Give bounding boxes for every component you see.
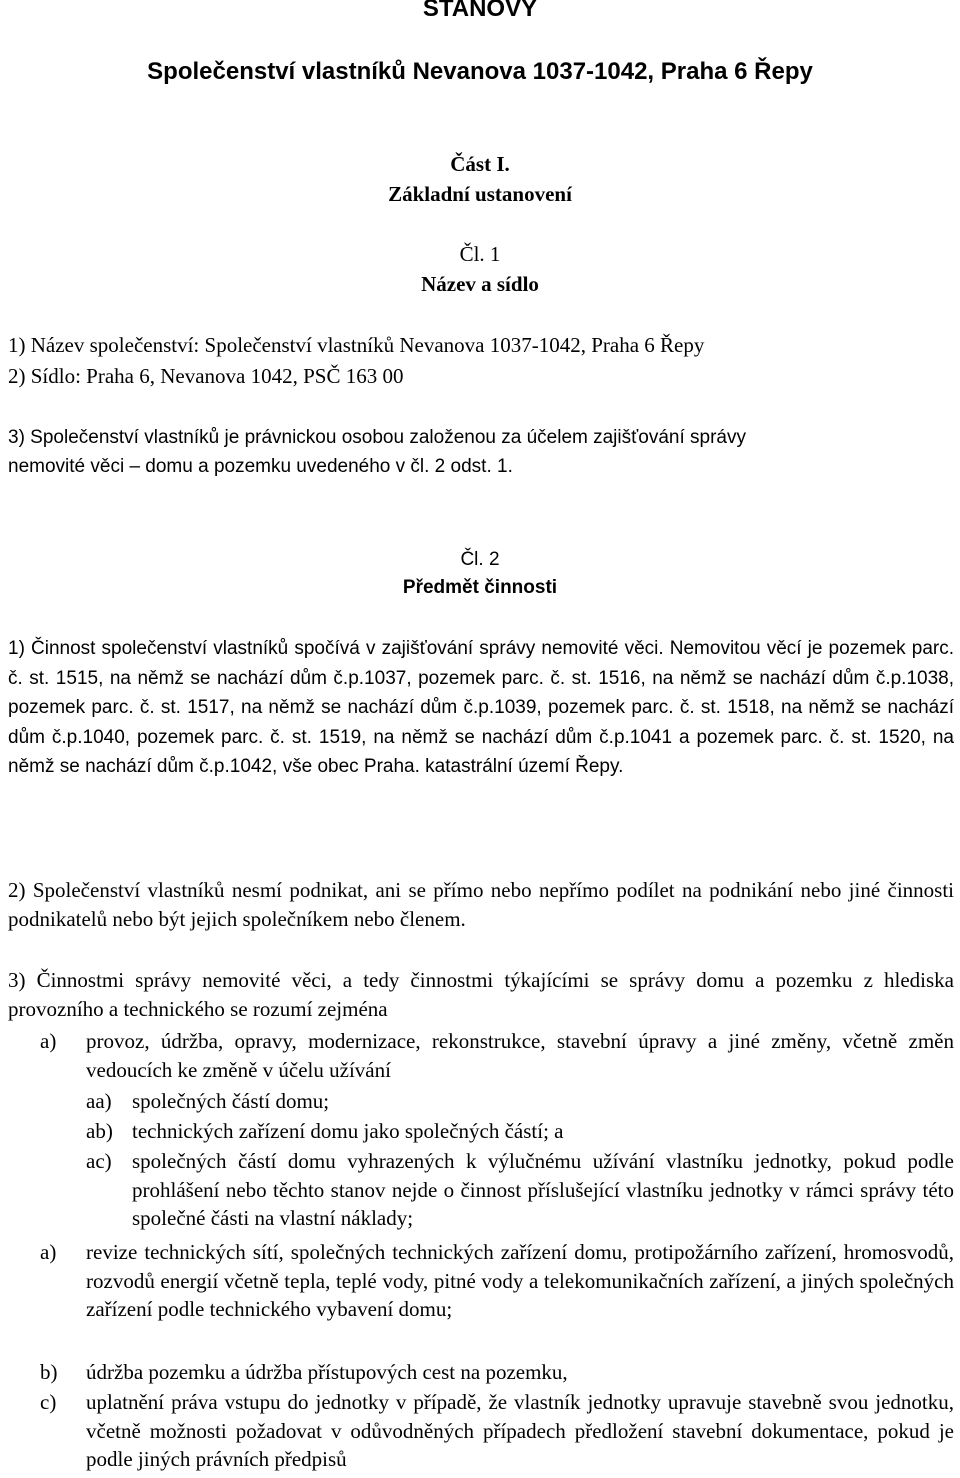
list-subitem-label: aa) [86,1089,112,1113]
part-name: Základní ustanovení [388,182,572,206]
article-1-number: Čl. 1 [459,242,501,266]
article-1-paragraph-1: 1) Název společenství: Společenství vlastníků Nevanova 1037-1042, Praha 6 Řepy [8,333,705,357]
article-2-paragraph-1: 1) Činnost společenství vlastníků spočívá v zajišťování správy nemovité věci. Nemovitou věcí je pozemek parc. č. st. 1515, na němž se nachází dům č.p.1037, pozemek parc. č. st. 1516, na němž se nachází dům č.p.1038, pozemek parc. č. st. 1517, na němž se nachází dům č.p.1039, pozemek parc. č. st. 1518, na němž se nachází dům č.p.1040, pozemek parc. č. st. 1519, na němž se nachází dům č.p.1041 a pozemek parc. č. st. 1520, na němž se nachází dům č.p.1042, vše obec Praha. katastrální území Řepy. [8,638,954,777]
article-2-paragraph-3: 3) Činnostmi správy nemovité věci, a tedy činnostmi týkajícími se správy domu a pozemku z hlediska provozního a technického se rozumí zejména [8,968,954,1021]
list-item-label: a) [40,1240,57,1264]
list-item-text: údržba pozemku a údržba přístupových cest na pozemku, [86,1360,568,1384]
list-subitem-label: ab) [86,1119,113,1143]
list-item-label: b) [40,1360,58,1384]
part-number: Část I. [450,152,510,176]
list-item-label: a) [40,1029,57,1053]
list-subitem-text: společných částí domu vyhrazených k výlučnému užívání vlastníku jednotky, pokud podle prohlášení nebo těchto stanov nejde o činnost příslušející vlastníku jednotky v rámci správy této společné části na vlastní náklady; [132,1149,954,1231]
article-1-paragraph-2: 2) Sídlo: Praha 6, Nevanova 1042, PSČ 163 00 [8,364,404,388]
list-subitem-label: ac) [86,1149,112,1173]
list-subitem-text: společných částí domu; [132,1089,330,1113]
list-subitem-text: technických zařízení domu jako společných částí; a [132,1119,564,1143]
document-subtitle: Společenství vlastníků Nevanova 1037-1042, Praha 6 Řepy [147,58,813,85]
article-1-heading: Název a sídlo [421,272,539,296]
article-1-paragraph-3-line-2: nemovité věci – domu a pozemku uvedeného v čl. 2 odst. 1. [8,456,513,477]
article-1-paragraph-3-line-1: 3) Společenství vlastníků je právnickou osobou založenou za účelem zajišťování správy [8,427,746,448]
list-item-label: c) [40,1390,57,1414]
list-item-text: provoz, údržba, opravy, modernizace, rekonstrukce, stavební úpravy a jiné změny, včetně změn vedoucích ke změně v účelu užívání [86,1029,954,1082]
list-item-text: uplatnění práva vstupu do jednotky v případě, že vlastník jednotky upravuje stavebně svou jednotku, včetně možnosti požadovat v odůvodněných případech předložení stavební dokumentace, pokud je podle jiných právních předpisů [86,1390,954,1472]
article-2-heading: Předmět činnosti [402,577,558,598]
document-title: STANOVY [422,0,538,22]
article-2-paragraph-2: 2) Společenství vlastníků nesmí podnikat, ani se přímo nebo nepřímo podílet na podnikání nebo jiné činnosti podnikatelů nebo být jejich společníkem nebo členem. [8,878,954,931]
list-item-text: revize technických sítí, společných technických zařízení domu, protipožárního zařízení, hromosvodů, rozvodů energií včetně tepla, teplé vody, pitné vody a telekomunikačních zařízení, a jiných společných zařízení podle technického vybavení domu; [86,1240,954,1322]
article-2-number: Čl. 2 [460,549,500,570]
